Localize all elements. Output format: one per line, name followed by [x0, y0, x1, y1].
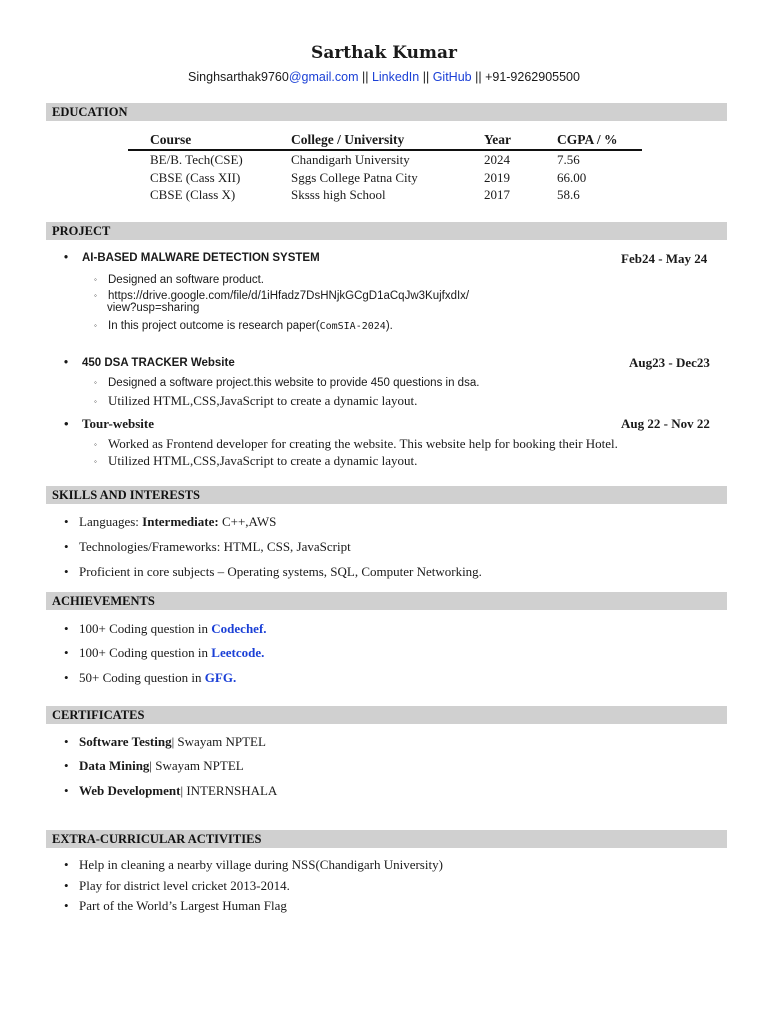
circle-bullet-icon: ◦	[94, 291, 97, 300]
circle-bullet-icon: ◦	[94, 275, 97, 284]
project-link[interactable]: https://drive.google.com/file/d/1iHfadz7DsHNjkGCgD1aCqJw3KujfxdIx/	[108, 290, 470, 303]
paper-code: ComSIA-2024	[319, 321, 386, 333]
contact-line	[0, 70, 768, 84]
skill-technologies: • Technologies/Frameworks: HTML, CSS, JavaScript	[64, 539, 351, 554]
circle-bullet-icon: ◦	[94, 457, 97, 467]
bullet-icon: •	[64, 734, 69, 749]
activity-item: • Help in cleaning a nearby village during NSS(Chandigarh University)	[64, 857, 443, 872]
skills-section-header: SKILLS AND INTERESTS	[46, 486, 727, 504]
bullet-icon: •	[64, 252, 69, 264]
project-name: AI-BASED MALWARE DETECTION SYSTEM	[82, 252, 320, 264]
email-user: Singhsarthak9760	[188, 70, 289, 84]
bullet-icon: •	[64, 670, 69, 685]
education-cell: 66.00	[557, 170, 587, 185]
codechef-link[interactable]: Codechef.	[211, 621, 267, 636]
activity-item: • Play for district level cricket 2013-2014.	[64, 878, 290, 893]
project-date: Aug23 - Dec23	[629, 355, 710, 370]
education-cell: Chandigarh University	[291, 152, 410, 167]
project-point: ◦ Utilized HTML,CSS,JavaScript to create a dynamic layout.	[94, 393, 418, 408]
project-point	[94, 289, 694, 303]
achievements-section-header: ACHIEVEMENTS	[46, 592, 727, 610]
project-point: ◦ Designed a software project.this website to provide 450 questions in dsa.	[94, 377, 480, 390]
bullet-icon: •	[64, 357, 69, 369]
bullet-icon: •	[64, 645, 69, 660]
bullet-icon: •	[64, 621, 69, 636]
project-point: ◦ Worked as Frontend developer for creating the website. This website help for booking their Hotel.	[94, 436, 618, 451]
skill-languages: • Languages: Intermediate: C++,AWS	[64, 514, 277, 529]
education-cell: 2017	[484, 187, 510, 202]
project-title	[64, 357, 235, 369]
gfg-link[interactable]: GFG.	[204, 670, 237, 685]
phone-number: +91-9262905500	[485, 70, 580, 84]
circle-bullet-icon: ◦	[94, 397, 97, 407]
github-link[interactable]: GitHub	[432, 70, 472, 84]
certificate-item: • Software Testing| Swayam NPTEL	[64, 734, 266, 749]
certificate-item: • Data Mining| Swayam NPTEL	[64, 758, 244, 773]
project-date: Feb24 - May 24	[621, 251, 708, 266]
circle-bullet-icon: ◦	[94, 321, 97, 330]
education-cell: BE/B. Tech(CSE)	[150, 152, 243, 167]
project-name: 450 DSA TRACKER Website	[82, 357, 235, 369]
education-cell: CBSE (Class X)	[150, 187, 236, 202]
resume-name: Sarthak Kumar	[311, 43, 457, 63]
education-cell: Sksss high School	[291, 187, 386, 202]
education-table-rule	[128, 149, 642, 151]
circle-bullet-icon: ◦	[94, 440, 97, 450]
linkedin-link[interactable]: LinkedIn	[371, 70, 420, 84]
bullet-icon: •	[64, 878, 69, 893]
project-point: ◦ Utilized HTML,CSS,JavaScript to create a dynamic layout.	[94, 453, 418, 468]
extracurricular-section-header: EXTRA-CURRICULAR ACTIVITIES	[46, 830, 727, 848]
bullet-icon: •	[64, 898, 69, 913]
bullet-icon: •	[64, 758, 69, 773]
achievement-item: • 50+ Coding question in GFG.	[64, 670, 237, 685]
project-point: ◦ Designed an software product.	[94, 274, 264, 287]
separator: ||	[361, 70, 369, 84]
project-link-continued[interactable]: view?usp=sharing	[107, 302, 200, 314]
project-title	[64, 416, 154, 432]
education-cell: 7.56	[557, 152, 580, 167]
education-cell: CBSE (Cass XII)	[150, 170, 241, 185]
project-title	[64, 252, 320, 264]
education-col-course: Course	[150, 132, 192, 147]
email-link[interactable]: @gmail.com	[288, 70, 359, 84]
achievement-item: • 100+ Coding question in Codechef.	[64, 621, 267, 636]
project-name: Tour-website	[82, 416, 154, 431]
project-point: ◦ In this project outcome is research paper(ComSIA-2024).	[94, 320, 393, 333]
separator: ||	[475, 70, 482, 84]
education-cell: 58.6	[557, 187, 580, 202]
education-cell: Sggs College Patna City	[291, 170, 418, 185]
project-date: Aug 22 - Nov 22	[621, 416, 710, 431]
education-col-year: Year	[484, 132, 511, 147]
leetcode-link[interactable]: Leetcode.	[211, 645, 265, 660]
certificates-section-header: CERTIFICATES	[46, 706, 727, 724]
bullet-icon: •	[64, 783, 69, 798]
education-section-header: EDUCATION	[46, 103, 727, 121]
achievement-item: • 100+ Coding question in Leetcode.	[64, 645, 265, 660]
bullet-icon: •	[64, 857, 69, 872]
bullet-icon: •	[64, 539, 69, 554]
project-section-header: PROJECT	[46, 222, 727, 240]
separator: ||	[422, 70, 430, 84]
bullet-icon: •	[64, 416, 69, 431]
education-cell: 2024	[484, 152, 510, 167]
education-col-college: College / University	[291, 132, 405, 147]
activity-item: • Part of the World’s Largest Human Flag	[64, 898, 287, 913]
bullet-icon: •	[64, 514, 69, 529]
certificate-item: • Web Development| INTERNSHALA	[64, 783, 278, 798]
circle-bullet-icon: ◦	[94, 378, 97, 387]
bullet-icon: •	[64, 564, 69, 579]
education-col-cgpa: CGPA / %	[557, 132, 618, 147]
education-cell: 2019	[484, 170, 510, 185]
skill-core-subjects: • Proficient in core subjects – Operating systems, SQL, Computer Networking.	[64, 564, 482, 579]
